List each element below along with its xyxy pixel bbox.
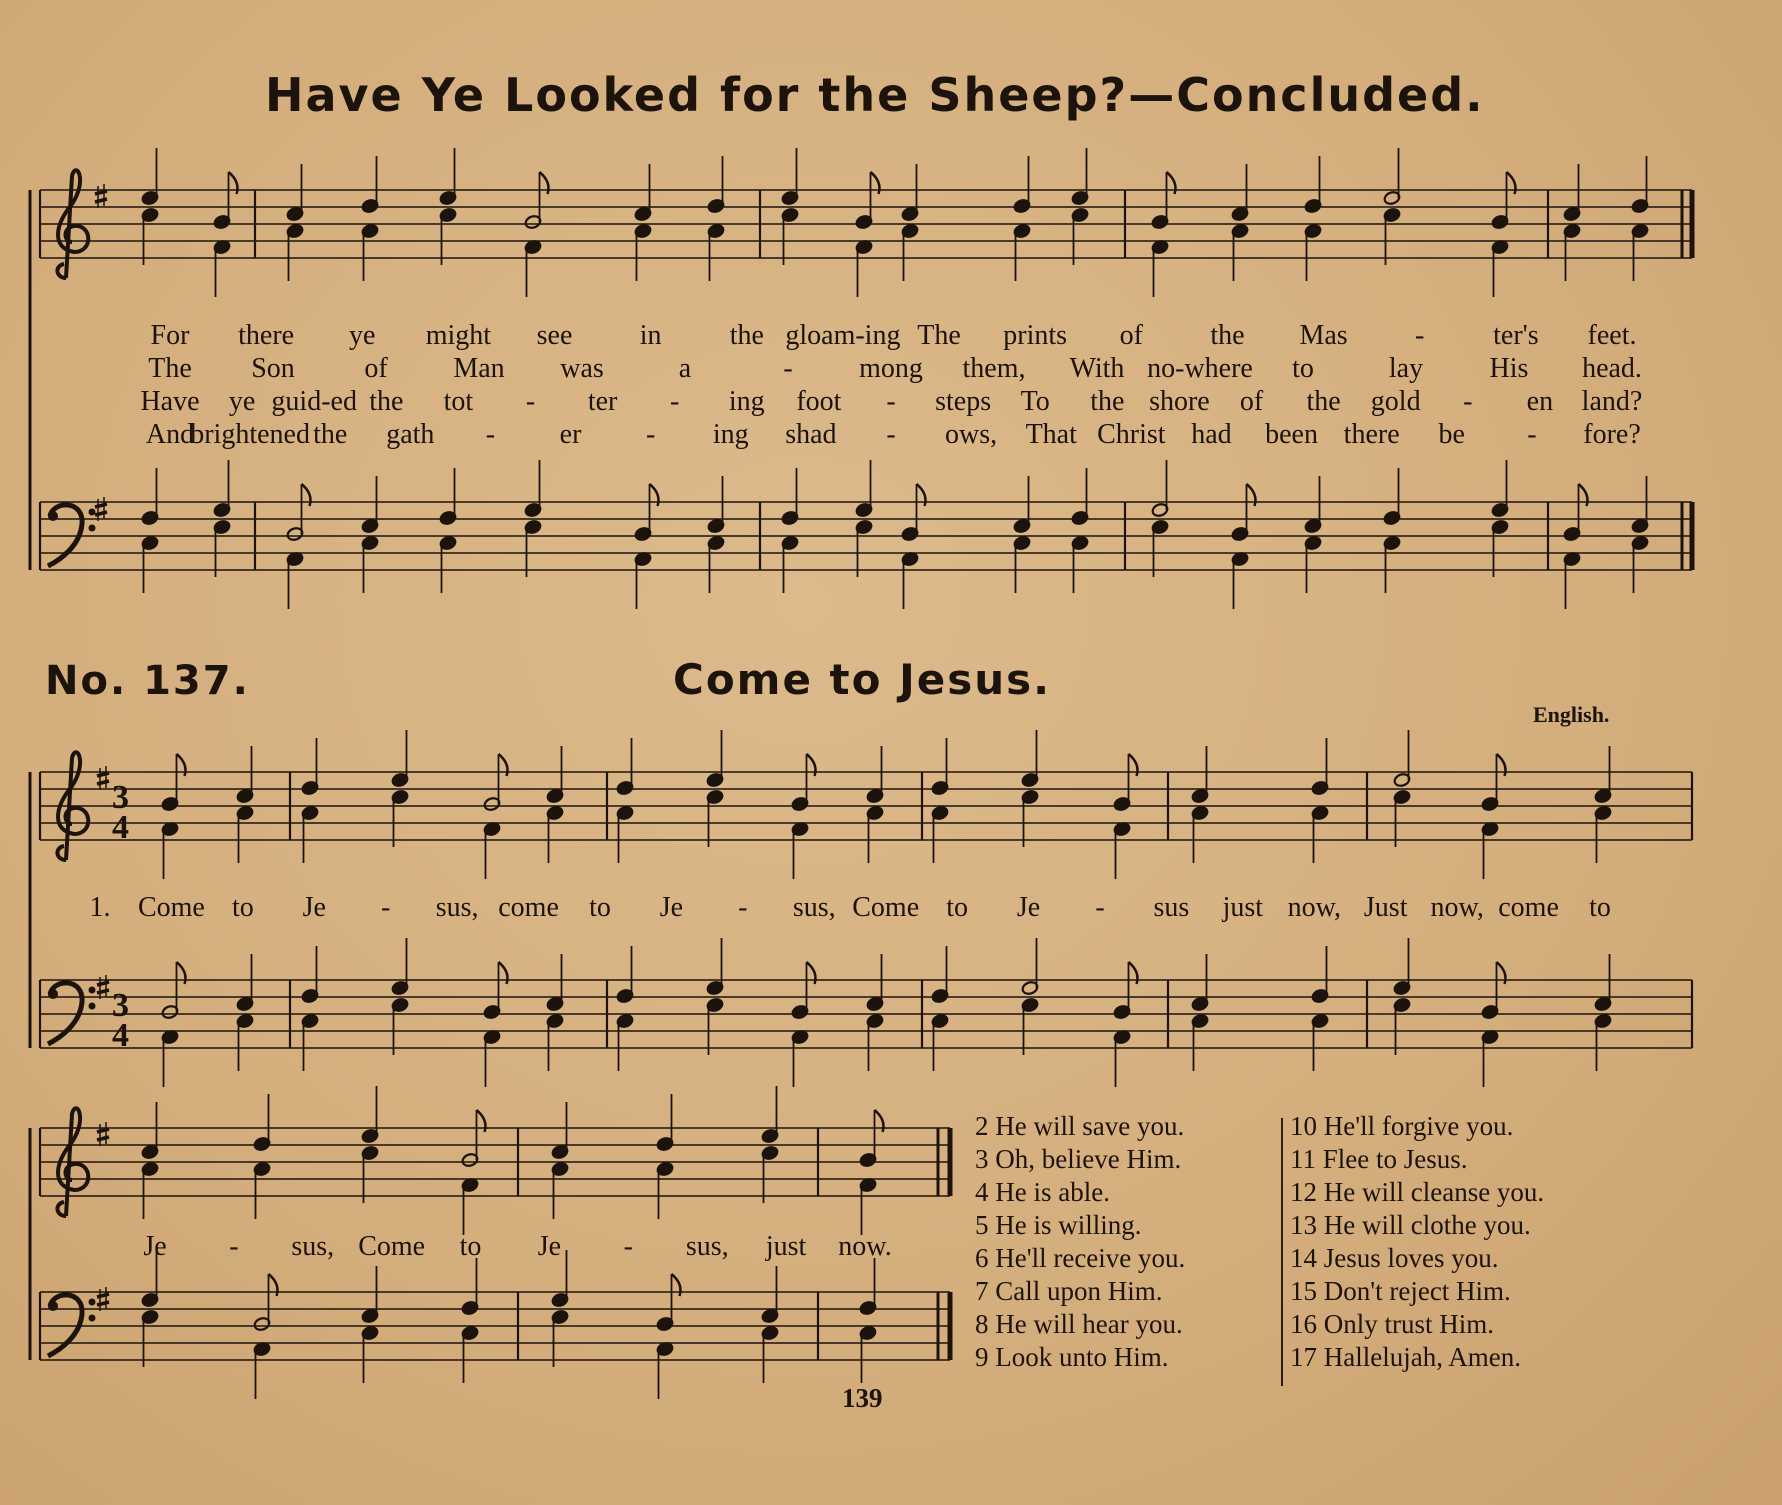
lyric-syllable: Come — [358, 1231, 426, 1262]
lyric-syllable: see — [536, 320, 573, 351]
lyric-syllable: - — [1415, 320, 1425, 351]
lyric-syllable: sus, — [685, 1231, 729, 1262]
lyric-syllable: Je — [537, 1231, 562, 1262]
note-icon — [859, 1177, 877, 1235]
verses-divider — [1281, 1118, 1283, 1386]
sharp-icon — [97, 1287, 109, 1311]
note-icon — [253, 1161, 271, 1219]
lyric-syllable: guid-ed — [271, 386, 357, 417]
lyric-syllable: Je — [302, 892, 326, 923]
lyric-syllable: the — [1090, 386, 1125, 417]
verses-column-2 — [1290, 1110, 1544, 1374]
lyric-syllable: For — [150, 320, 190, 351]
lyric-syllable: Have — [140, 386, 200, 417]
note-icon — [253, 1094, 271, 1152]
lyric-syllable: gold — [1370, 386, 1421, 417]
treble-staff-3 — [40, 1128, 950, 1196]
lyric-syllable: Je — [143, 1231, 167, 1262]
page-number: 139 — [842, 1383, 883, 1413]
lyric-syllable: tot — [443, 386, 474, 417]
note-icon — [761, 1266, 779, 1324]
lyric-syllable: of — [364, 353, 388, 384]
note-icon — [859, 1258, 877, 1316]
lyric-syllable: in — [639, 320, 662, 351]
lyric-syllable: shore — [1149, 386, 1210, 417]
lyric-syllable: - — [886, 386, 896, 417]
lyric-syllable: shad — [785, 419, 837, 450]
time-signature-top: 3 — [112, 779, 129, 816]
note-icon — [361, 1145, 379, 1203]
lyric-syllable: the — [1306, 386, 1341, 417]
lyric-syllable: Je — [1016, 892, 1041, 923]
lyric-syllable: of — [1119, 320, 1143, 351]
lyric-syllable: was — [560, 353, 604, 384]
tune-name: English. — [1533, 702, 1610, 727]
hymn-number: No. 137. — [45, 658, 250, 704]
lyric-syllable: sus, — [792, 892, 836, 923]
lyric-syllable: to — [589, 892, 611, 923]
verse-line: 12 He will cleanse you. — [1290, 1177, 1545, 1207]
page-title: Have Ye Looked for the Sheep?—Concluded. — [265, 68, 1485, 122]
lyric-syllable: now, — [1287, 892, 1341, 923]
time-signature-bottom: 4 — [112, 1017, 129, 1054]
lyric-syllable: - — [1095, 892, 1105, 923]
lyric-syllable: - — [623, 1231, 633, 1262]
note-icon — [859, 1325, 877, 1383]
lyric-syllable: to — [946, 892, 969, 923]
lyric-syllable: come — [1498, 892, 1559, 923]
lyric-syllable: en — [1526, 386, 1554, 417]
lyric-syllable: er — [559, 419, 582, 450]
lyric-syllable: - — [670, 386, 680, 417]
verse-line: 2 He will save you. — [975, 1111, 1185, 1141]
lyric-syllable: His — [1489, 353, 1529, 384]
note-icon — [551, 1161, 569, 1219]
lyric-syllable: now. — [838, 1231, 892, 1262]
lyric-syllable: ter — [587, 386, 618, 417]
verse-line: 5 He is willing. — [975, 1210, 1142, 1240]
lyric-syllable: feet. — [1587, 320, 1637, 351]
lyric-syllable: ye — [349, 320, 376, 351]
verse-line: 3 Oh, believe Him. — [975, 1144, 1182, 1174]
note-icon — [141, 1102, 159, 1160]
lyric-syllable: Man — [453, 353, 505, 384]
lyric-syllable: ows, — [945, 419, 998, 450]
bass-staff-3 — [40, 1292, 950, 1360]
lyric-syllable: of — [1239, 386, 1264, 417]
lyric-syllable: sus, — [435, 892, 479, 923]
note-icon — [761, 1325, 779, 1383]
verse-line: 15 Don't reject Him. — [1290, 1276, 1511, 1306]
lyric-syllable: - — [645, 419, 656, 450]
lyric-syllable: - — [1527, 419, 1537, 450]
note-icon — [461, 1177, 479, 1235]
lyric-syllable: - — [485, 419, 496, 450]
note-icon — [859, 1110, 883, 1168]
lyric-syllable: The — [148, 353, 192, 384]
verse-line: 14 Jesus loves you. — [1290, 1243, 1499, 1273]
lyric-syllable: the — [1210, 320, 1245, 351]
time-signature-bottom: 4 — [112, 809, 129, 846]
lyric-syllable: - — [381, 892, 391, 923]
lyric-syllable: just — [765, 1231, 807, 1262]
verse-line: 4 He is able. — [975, 1177, 1110, 1207]
lyric-syllable: land? — [1581, 386, 1643, 417]
lyric-syllable: the — [729, 320, 764, 351]
lyric-syllable: foot — [796, 386, 842, 417]
note-icon — [141, 1309, 159, 1367]
note-icon — [656, 1274, 680, 1332]
note-icon — [141, 1161, 159, 1219]
lyric-syllable: Je — [659, 892, 684, 923]
lyric-syllable: - — [525, 386, 536, 417]
lyric-syllable: might — [425, 320, 492, 351]
note-icon — [461, 1258, 479, 1316]
lyric-syllable: to — [1292, 353, 1314, 384]
lyric-syllable: And — [145, 419, 195, 450]
lyric-syllable: be — [1438, 419, 1465, 450]
lyric-syllable: Come — [137, 892, 205, 923]
note-icon — [761, 1086, 779, 1144]
note-icon — [361, 1086, 379, 1144]
lyric-syllable: lay — [1388, 353, 1424, 384]
note-icon — [253, 1341, 271, 1399]
lyric-syllable: fore? — [1583, 419, 1641, 450]
lyric-syllable: - — [783, 353, 793, 384]
note-icon — [461, 1110, 485, 1168]
lyric-syllable: had — [1191, 419, 1232, 450]
lyric-syllable: mong — [859, 353, 923, 384]
verse-line: 17 Hallelujah, Amen. — [1290, 1342, 1521, 1372]
lyric-syllable: 1. — [89, 892, 111, 923]
lyric-syllable: them, — [962, 353, 1026, 384]
lyric-syllable: - — [1463, 386, 1473, 417]
note-icon — [361, 1266, 379, 1324]
note-icon — [361, 1325, 379, 1383]
time-signature-top: 3 — [112, 987, 129, 1024]
lyric-syllable: gloam-ing — [785, 320, 901, 351]
lyric-syllable: no-where — [1147, 353, 1253, 384]
note-icon — [656, 1161, 674, 1219]
note-icon — [253, 1274, 277, 1332]
verses-column-1 — [975, 1110, 1185, 1374]
verse-line: 13 He will clothe you. — [1290, 1210, 1531, 1240]
lyric-syllable: - — [738, 892, 748, 923]
verse-line: 8 He will hear you. — [975, 1309, 1183, 1339]
lyric-syllable: to — [459, 1231, 482, 1262]
lyric-syllable: Christ — [1097, 419, 1166, 450]
lyric-syllable: just — [1222, 892, 1264, 923]
lyric-syllable: Mas — [1299, 320, 1348, 351]
note-icon — [761, 1145, 779, 1203]
lyric-syllable: brightened — [190, 419, 310, 450]
hymn-title: Come to Jesus. — [673, 655, 1052, 704]
lyric-syllable: The — [917, 320, 961, 351]
note-icon — [551, 1102, 569, 1160]
verse-line: 10 He'll forgive you. — [1290, 1111, 1514, 1141]
lyric-syllable: the — [313, 419, 348, 450]
lyric-syllable: prints — [1003, 320, 1068, 351]
verse-line: 11 Flee to Jesus. — [1290, 1144, 1468, 1174]
lyric-syllable: ye — [228, 386, 256, 417]
lyric-syllable: to — [1589, 892, 1611, 923]
lyric-syllable: sus — [1153, 892, 1190, 923]
lyric-syllable: to — [231, 892, 254, 923]
note-icon — [656, 1341, 674, 1399]
lyric-syllable: ing — [712, 419, 749, 450]
lyric-syllable: now, — [1430, 892, 1484, 923]
lyric-syllable: With — [1069, 353, 1125, 384]
lyric-syllable: - — [229, 1231, 239, 1262]
lyric-syllable: Come — [852, 892, 920, 923]
sharp-icon — [97, 1122, 109, 1146]
lyric-syllable: sus, — [291, 1231, 335, 1262]
note-icon — [551, 1309, 569, 1367]
lyric-syllable: To — [1020, 386, 1050, 417]
lyric-syllable: - — [886, 419, 896, 450]
verse-line: 7 Call upon Him. — [975, 1276, 1163, 1306]
lyric-syllable: Son — [251, 353, 295, 384]
verse-line: 16 Only trust Him. — [1290, 1309, 1495, 1339]
lyric-syllable: there — [238, 320, 295, 351]
note-icon — [461, 1325, 479, 1383]
lyric-syllable: been — [1265, 419, 1318, 450]
lyric-syllable: That — [1025, 419, 1077, 450]
note-icon — [656, 1094, 674, 1152]
lyric-syllable: steps — [935, 386, 992, 417]
lyric-syllable: come — [498, 892, 559, 923]
lyric-syllable: ter's — [1493, 320, 1539, 351]
lyric-syllable: gath — [386, 419, 435, 450]
lyric-syllable: there — [1343, 419, 1400, 450]
lyric-syllable: Just — [1363, 892, 1408, 923]
verse-line: 9 Look unto Him. — [975, 1342, 1169, 1372]
lyric-syllable: the — [369, 386, 404, 417]
lyric-syllable: a — [678, 353, 692, 384]
verse-line: 6 He'll receive you. — [975, 1243, 1186, 1273]
lyric-syllable: ing — [728, 386, 765, 417]
lyric-syllable: head. — [1582, 353, 1642, 384]
